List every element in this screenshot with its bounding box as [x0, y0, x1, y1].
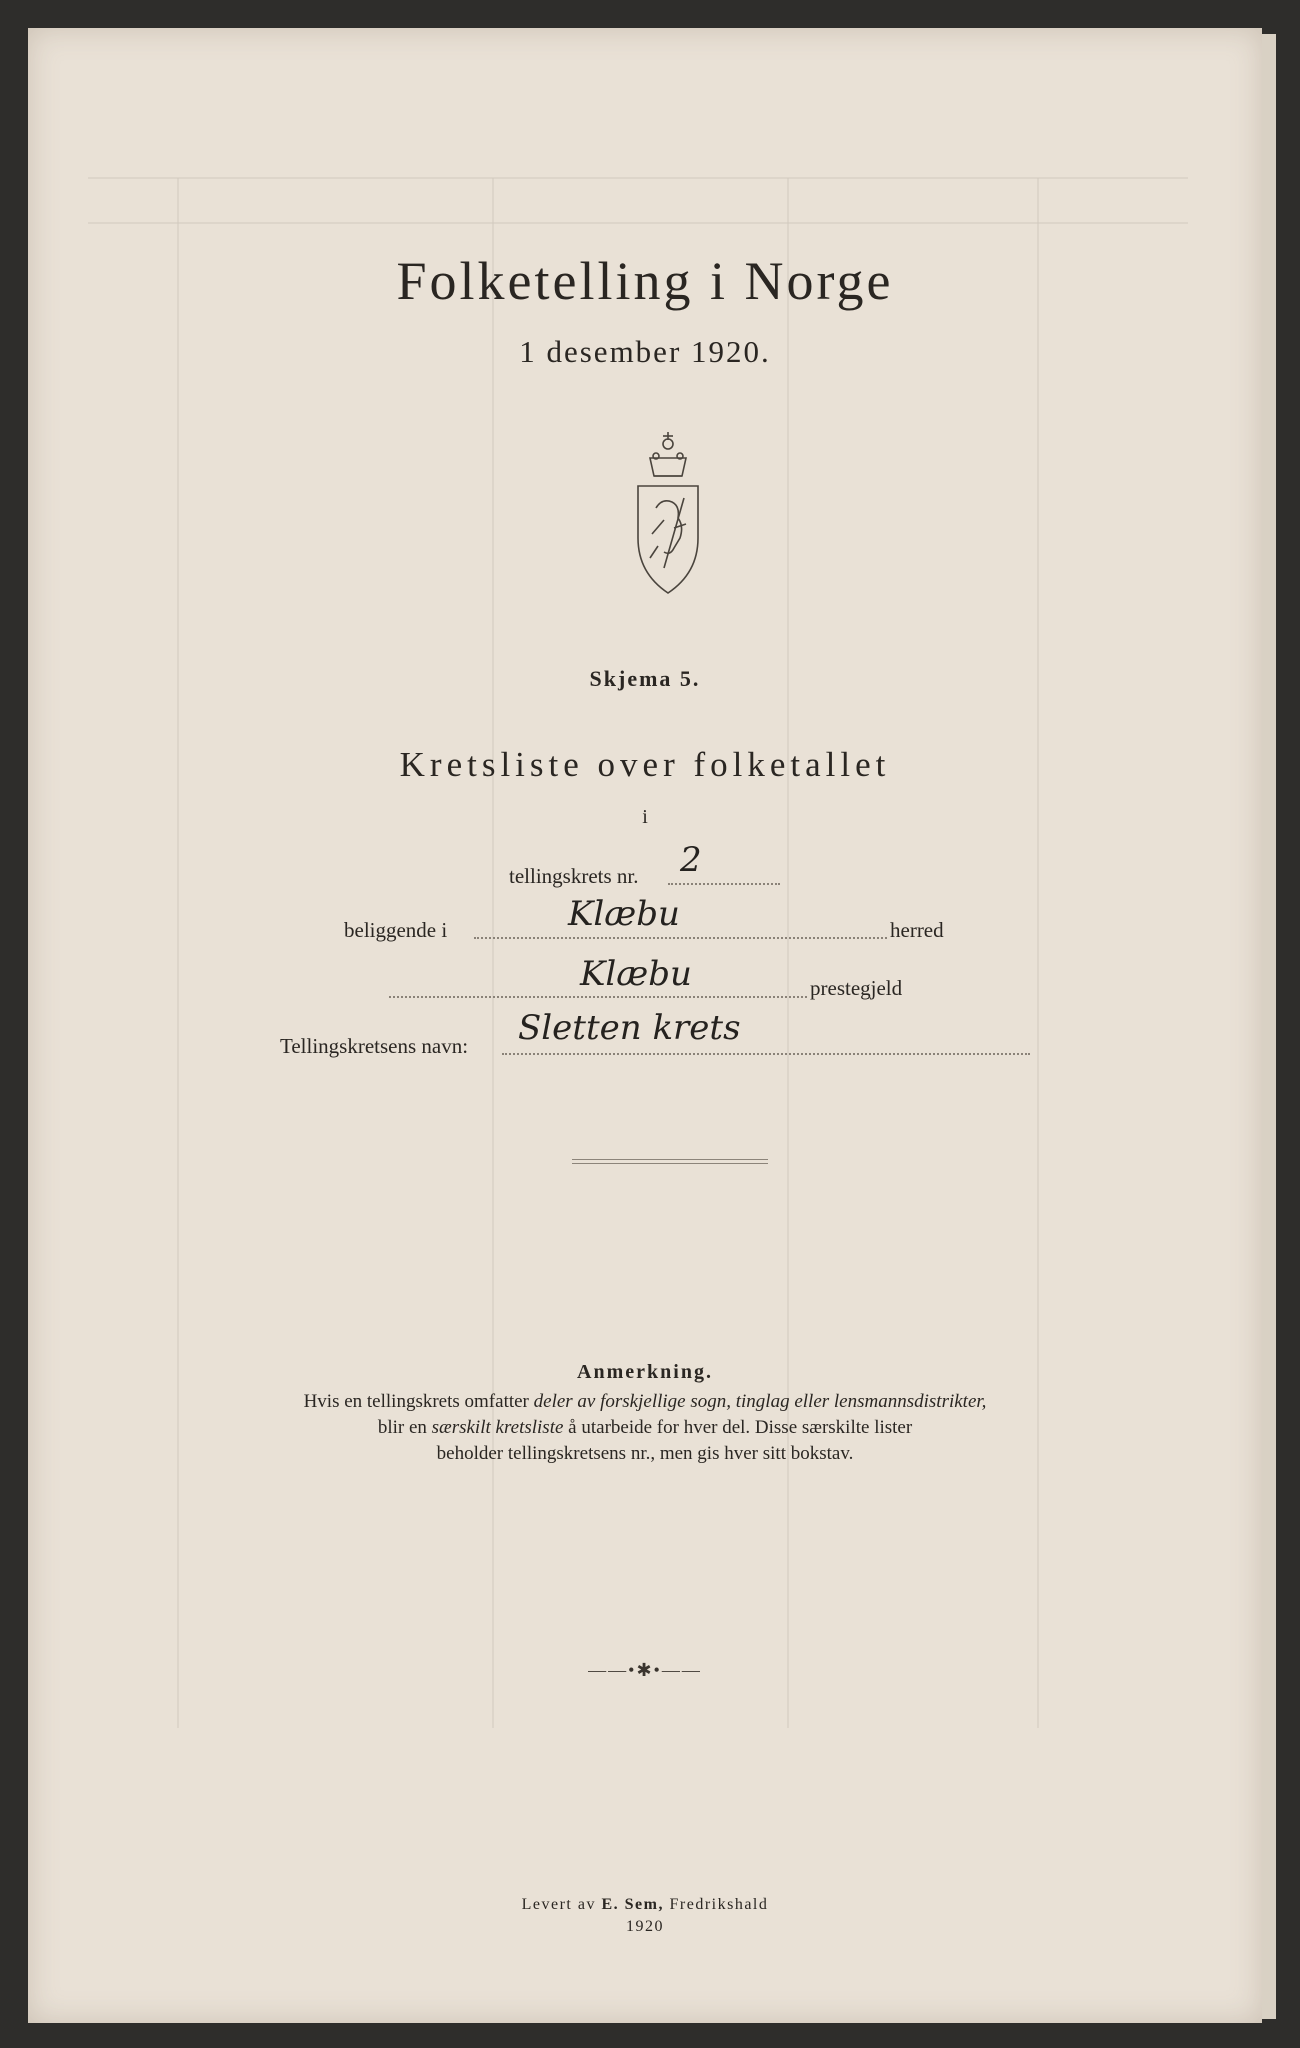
krets-name-label: Tellingskretsens navn: [280, 1034, 469, 1058]
schema-label: Skjema 5. [589, 666, 701, 691]
herred-name: Klæbu [568, 894, 680, 934]
printer-prefix: Levert av [521, 1896, 602, 1913]
note-line-2-rest: å utarbeide for hver del. Disse særskilte lister [563, 1417, 913, 1438]
census-date: 1 desember 1920. [519, 334, 771, 369]
printer-city: Fredrikshald [663, 1896, 769, 1913]
note-line-1 [28, 1391, 1262, 1413]
note-line-2-text: blir en [377, 1417, 432, 1438]
note-line-2 [28, 1417, 1262, 1439]
norwegian-coat-of-arms-icon [628, 428, 708, 598]
printer-year: 1920 [626, 1918, 664, 1935]
prestegjeld-name: Klæbu [580, 954, 692, 994]
form-heading: Kretsliste over folketallet [399, 745, 891, 784]
note-line-1-emphasis: deler av forskjellige sogn, tinglag eller lensmannsdistrikter, [533, 1391, 987, 1412]
beliggende-label: beliggende i [344, 918, 448, 942]
prestegjeld-dotted-line [389, 996, 807, 998]
note-line-2-emphasis: særskilt kretsliste [431, 1417, 564, 1438]
printer-name: E. Sem, [601, 1896, 664, 1913]
krets-name: Sletten krets [518, 1008, 741, 1048]
prestegjeld-label: prestegjeld [810, 976, 903, 1000]
page-edge [1262, 34, 1276, 2019]
krets-name-dotted-line [502, 1053, 1030, 1055]
heading-preposition: i [642, 806, 648, 828]
ornament-divider: ——•✱•—— [588, 1660, 702, 1680]
page-title: Folketelling i Norge [396, 251, 894, 311]
printer-imprint [28, 1896, 1262, 1914]
note-heading: Anmerkning. [577, 1361, 713, 1383]
beliggende-dotted-line [474, 937, 887, 939]
tellingskrets-dotted-line [668, 883, 780, 885]
document-page [28, 28, 1262, 2023]
tellingskrets-label: tellingskrets nr. [509, 864, 639, 888]
note-line-1-text: Hvis en tellingskrets omfatter [303, 1391, 534, 1412]
note-line-3: beholder tellingskretsens nr., men gis hver sitt bokstav. [436, 1443, 854, 1464]
herred-label: herred [890, 918, 944, 942]
section-divider [572, 1159, 768, 1164]
tellingskrets-number: 2 [680, 840, 702, 880]
